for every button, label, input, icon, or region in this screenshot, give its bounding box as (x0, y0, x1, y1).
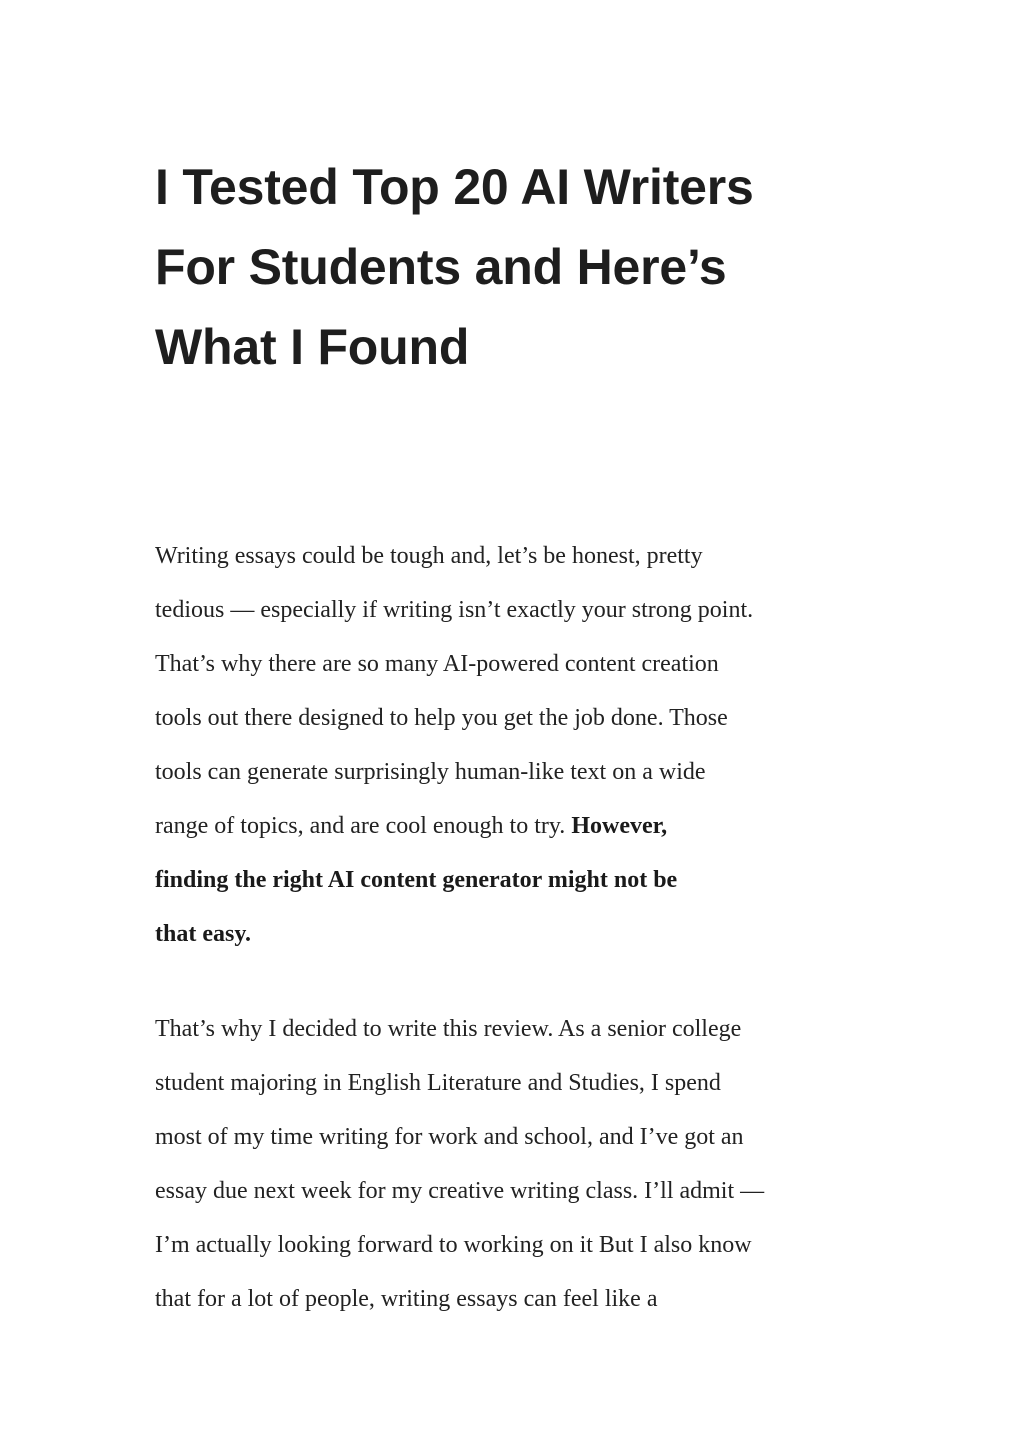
paragraph-line: tedious — especially if writing isn’t exactly your strong point. (155, 597, 754, 623)
paragraph-line: tools can generate surprisingly human-like text on a wide (155, 759, 706, 785)
title-line: For Students and Here’s (155, 239, 727, 295)
emphasis-text: finding the right AI content generator might not be (155, 867, 678, 893)
paragraph-line: I’m actually looking forward to working on it But I also know (155, 1232, 752, 1258)
paragraph-line: essay due next week for my creative writing class. I’ll admit — (155, 1178, 765, 1204)
paragraph-line: most of my time writing for work and school, and I’ve got an (155, 1124, 744, 1150)
paragraph-line: tools out there designed to help you get the job done. Those (155, 705, 728, 731)
paragraph-line: That’s why there are so many AI-powered content creation (155, 651, 719, 677)
emphasis-text: However, (571, 813, 668, 839)
paragraph-line: student majoring in English Literature and Studies, I spend (155, 1070, 721, 1096)
title-line: What I Found (155, 319, 470, 375)
emphasis-text: that easy. (155, 921, 251, 947)
paragraph-line (155, 853, 875, 907)
paragraph-line (155, 907, 875, 961)
paragraph-line: That’s why I decided to write this review. As a senior college (155, 1016, 742, 1042)
paragraph-line: that for a lot of people, writing essays can feel like a (155, 1286, 658, 1312)
paragraph-text: range of topics, and are cool enough to try. (155, 813, 572, 839)
paragraph-line (155, 799, 875, 853)
paragraph-line: Writing essays could be tough and, let’s be honest, pretty (155, 543, 703, 569)
review-paragraph (155, 1002, 875, 1326)
title-line: I Tested Top 20 AI Writers (155, 159, 754, 215)
intro-paragraph (155, 529, 875, 961)
article-title (155, 147, 875, 387)
